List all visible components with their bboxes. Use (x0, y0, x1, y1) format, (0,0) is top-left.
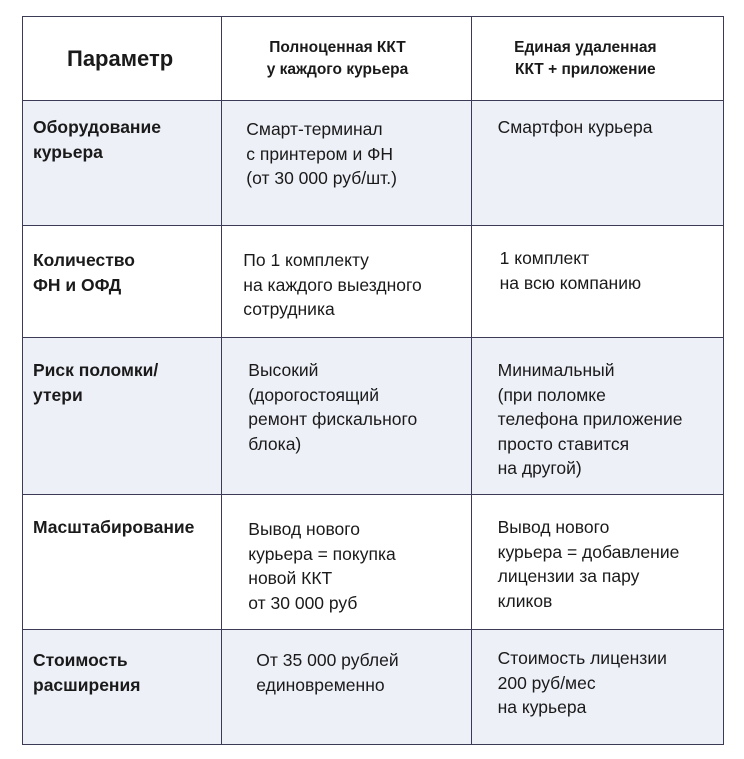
table-row (23, 495, 724, 630)
row-label-cell (23, 495, 222, 630)
full-kkt-cell (222, 101, 471, 226)
full-kkt-cell (222, 338, 471, 495)
full-kkt-value: От 35 000 рублей единовременно (256, 650, 399, 695)
header-parameter: Параметр (23, 17, 222, 101)
header-remote-kkt: Единая удаленная ККТ + приложение (514, 38, 657, 78)
full-kkt-cell (222, 630, 471, 745)
table-row (23, 101, 724, 226)
header-full-kkt: Полноценная ККТ у каждого курьера (266, 38, 409, 78)
full-kkt-value: По 1 комплекту на каждого выездного сотрудника (243, 250, 422, 319)
table-row (23, 338, 724, 495)
full-kkt-cell (222, 226, 471, 338)
row-label: Стоимость расширения (33, 650, 141, 695)
comparison-table-container (22, 16, 724, 745)
table-row (23, 630, 724, 745)
remote-kkt-value: Стоимость лицензии 200 руб/мес на курьера (497, 648, 667, 717)
remote-kkt-cell (471, 101, 723, 226)
row-label: Масштабирование (33, 517, 195, 537)
table-header-row (23, 17, 724, 101)
row-label-cell (23, 226, 222, 338)
remote-kkt-cell (471, 226, 723, 338)
row-label: Количество ФН и ОФД (33, 250, 135, 295)
row-label-cell (23, 101, 222, 226)
full-kkt-value: Высокий (дорогостоящий ремонт фискального блока) (248, 360, 418, 454)
remote-kkt-cell (471, 495, 723, 630)
row-label-cell (23, 630, 222, 745)
remote-kkt-value: Вывод нового курьера = добавление лицензии за пару кликов (497, 517, 680, 611)
remote-kkt-cell (471, 338, 723, 495)
full-kkt-cell (222, 495, 471, 630)
remote-kkt-value: Минимальный (при поломке телефона приложение просто ставится на другой) (497, 360, 683, 478)
remote-kkt-cell (471, 630, 723, 745)
row-label: Оборудование курьера (33, 117, 161, 162)
remote-kkt-value: 1 комплект на всю компанию (499, 248, 642, 293)
full-kkt-value: Смарт-терминал с принтером и ФН (от 30 000 руб/шт.) (246, 119, 397, 188)
row-label-cell (23, 338, 222, 495)
table-row (23, 226, 724, 338)
header-full-kkt-cell (222, 17, 471, 101)
full-kkt-value: Вывод нового курьера = покупка новой ККТ от 30 000 руб (248, 519, 396, 613)
header-remote-kkt-cell (471, 17, 723, 101)
remote-kkt-value: Смартфон курьера (497, 117, 653, 137)
row-label: Риск поломки/ утери (33, 360, 159, 405)
comparison-table (22, 16, 724, 745)
